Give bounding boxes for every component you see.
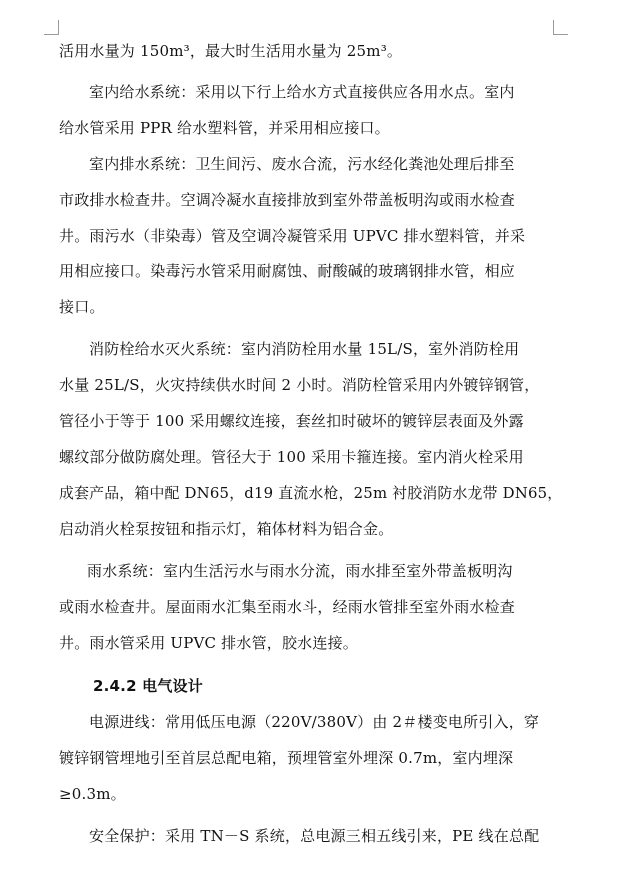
text-line: 镀锌钢管埋地引至首层总配电箱，预埋管室外埋深 0.7m，室内埋深 [59,749,514,767]
text-line: 启动消火栓泵按钮和指示灯，箱体材料为铝合金。 [59,520,394,538]
paragraph-rainwater: 雨水系统：室内生活污水与雨水分流，雨水排至室外带盖板明沟 [87,562,513,580]
text-line: 活用水量为 150m³，最大时生活用水量为 25m³。 [59,42,403,60]
text-line: 水量 25L/S，火灾持续供水时间 2 小时。消防栓管采用内外镀锌钢管， [59,376,540,394]
paragraph-power-supply: 电源进线：常用低压电源（220V/380V）由 2＃楼变电所引入，穿 [89,713,540,731]
page-corner-mark-right [553,20,568,35]
text-line: 井。雨污水（非染毒）管及空调冷凝管采用 UPVC 排水塑料管，并采 [59,227,526,245]
text-line: ≥0.3m。 [59,785,126,803]
paragraph-fire-hydrant: 消防栓给水灭火系统：室内消防栓用水量 15L/S，室外消防栓用 [89,340,520,358]
text-line: 用相应接口。染毒污水管采用耐腐蚀、耐酸碱的玻璃钢排水管，相应 [59,262,516,280]
text-line: 给水管采用 PPR 给水塑料管，并采用相应接口。 [59,119,390,137]
text-line: 或雨水检查井。屋面雨水汇集至雨水斗，经雨水管排至室外雨水检查 [59,598,516,616]
text-line: 市政排水检查井。空调冷凝水直接排放到室外带盖板明沟或雨水检查 [59,191,516,209]
paragraph-indoor-drainage: 室内排水系统：卫生间污、废水合流，污水经化粪池处理后排至 [89,155,515,173]
paragraph-indoor-water-supply: 室内给水系统：采用以下行上给水方式直接供应各用水点。室内 [89,83,515,101]
section-heading-electrical-design: 2.4.2 电气设计 [93,677,203,695]
text-line: 接口。 [59,298,105,316]
paragraph-safety-protection: 安全保护：采用 TN－S 系统，总电源三相五线引来，PE 线在总配 [89,827,540,845]
text-line: 井。雨水管采用 UPVC 排水管，胶水连接。 [59,634,358,652]
page-corner-mark-left [44,20,59,35]
text-line: 管径小于等于 100 采用螺纹连接，套丝扣时破坏的镀锌层表面及外露 [59,412,524,430]
text-line: 成套产品，箱中配 DN65，d19 直流水枪，25m 衬胶消防水龙带 DN65， [59,484,563,502]
text-line: 螺纹部分做防腐处理。管径大于 100 采用卡箍连接。室内消火栓采用 [59,448,524,466]
